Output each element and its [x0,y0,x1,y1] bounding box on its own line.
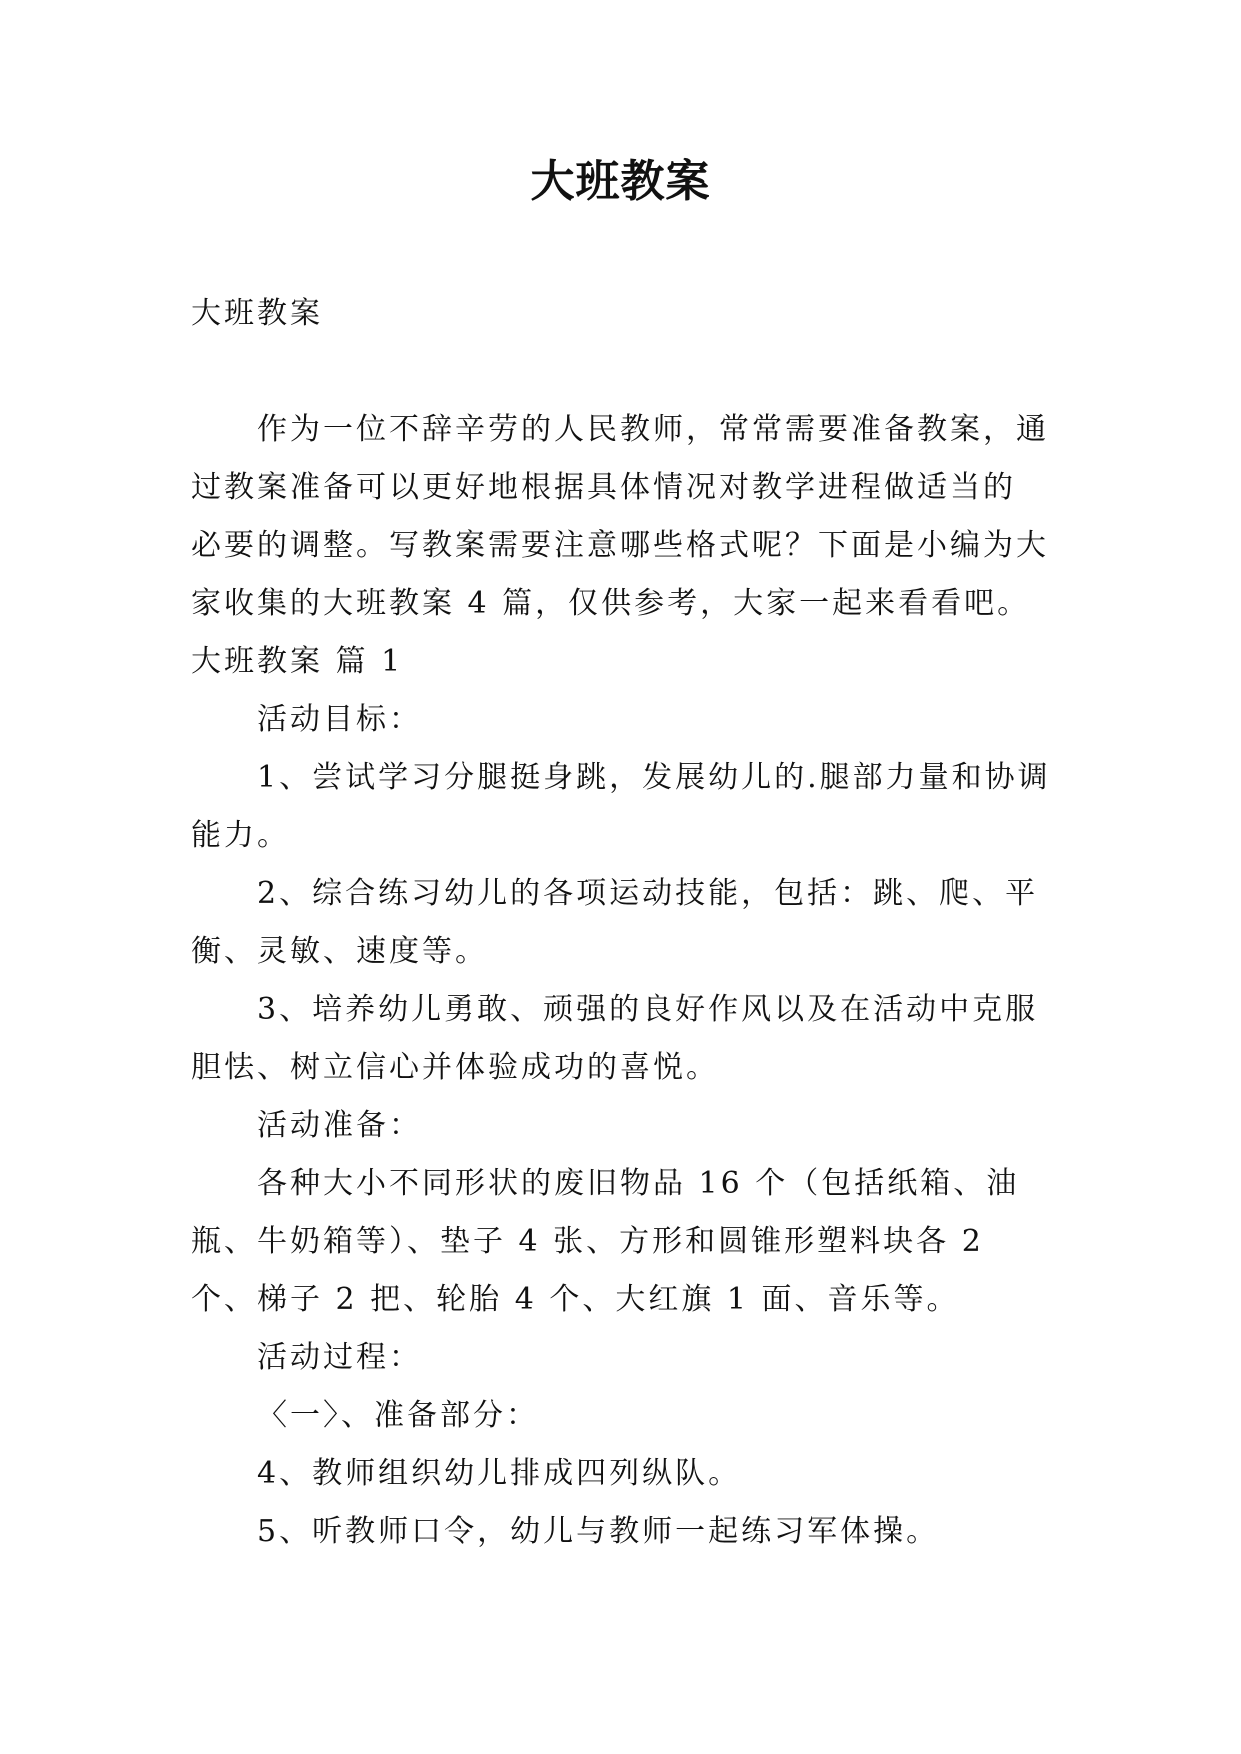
goal-item: 3、培养幼儿勇敢、顽强的良好作风以及在活动中克服胆怯、树立信心并体验成功的喜悦。 [191,992,1039,1085]
intro-paragraph [191,401,1053,633]
process-heading: 活动过程： [257,1340,422,1375]
prep-text: 各种大小不同形状的废旧物品 16 个（包括纸箱、油瓶、牛奶箱等）、垫子 4 张、方形和圆锥形塑料块各 2 个、梯子 2 把、轮胎 4 个、大红旗 1 面、音乐等。 [191,1166,1020,1317]
intro-line: 家收集的大班教案 4 篇，仅供参考，大家一起来看看吧。 [191,586,1031,621]
process-step: 4、教师组织幼儿排成四列纵队。 [257,1456,742,1491]
intro-line: 作为一位不辞辛劳的人民教师，常常需要准备教案，通 [257,412,1049,447]
section-heading: 大班教案 篇 1 [191,644,404,679]
document-title: 大班教案 [530,156,711,207]
intro-line: 过教案准备可以更好地根据具体情况对教学进程做适当的 [191,470,1016,505]
intro-line: 必要的调整。写教案需要注意哪些格式呢？下面是小编为大 [191,528,1049,563]
document-subtitle: 大班教案 [191,296,323,331]
prep-heading: 活动准备： [257,1108,422,1143]
part-heading: 〈一〉、准备部分： [257,1398,539,1433]
document-body [191,285,1053,1561]
goal-heading: 活动目标： [257,702,422,737]
goal-item: 1、尝试学习分腿挺身跳，发展幼儿的.腿部力量和协调能力。 [191,760,1051,853]
process-step: 5、听教师口令，幼儿与教师一起练习军体操。 [257,1514,940,1549]
goal-item: 2、综合练习幼儿的各项运动技能，包括：跳、爬、平衡、灵敏、速度等。 [191,876,1039,969]
